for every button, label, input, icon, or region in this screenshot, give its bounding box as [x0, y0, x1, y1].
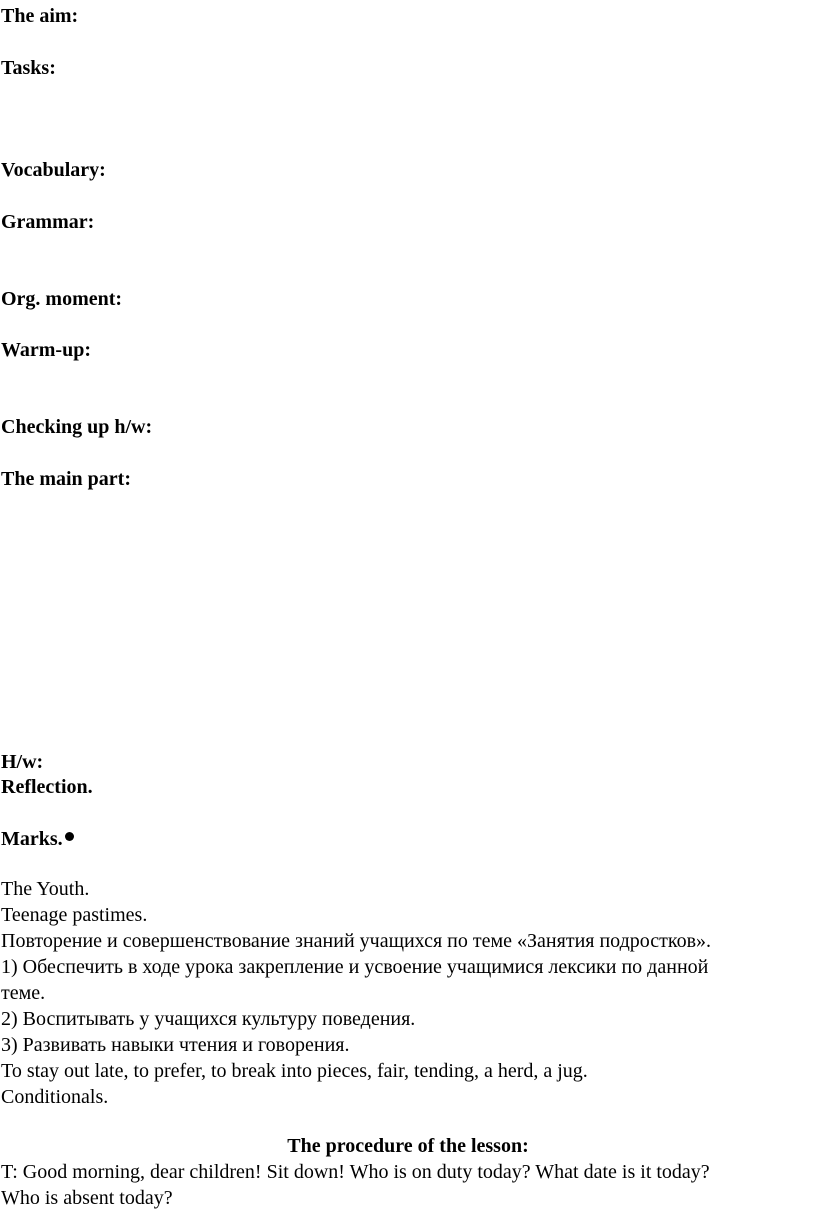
- marks-label: Marks.: [1, 828, 63, 850]
- teacher-line-1: T: Good morning, dear children! Sit down! Who is on duty today? What date is it today?: [1, 1161, 710, 1183]
- checking-hw-label: Checking up h/w:: [1, 416, 153, 438]
- task-1-line-2: теме.: [1, 982, 46, 1004]
- vocabulary-text: To stay out late, to prefer, to break into pieces, fair, tending, a herd, a jug.: [1, 1060, 588, 1082]
- teacher-line-2: Who is absent today?: [1, 1187, 173, 1209]
- procedure-heading: The procedure of the lesson:: [287, 1135, 529, 1157]
- task-2: 2) Воспитывать у учащихся культуру поведения.: [1, 1008, 416, 1030]
- grammar-label: Grammar:: [1, 211, 95, 233]
- warm-up-label: Warm-up:: [1, 339, 91, 361]
- tasks-label: Tasks:: [1, 57, 56, 79]
- vocabulary-label: Vocabulary:: [1, 159, 106, 181]
- aim-label: The aim:: [1, 5, 79, 27]
- task-3: 3) Развивать навыки чтения и говорения.: [1, 1034, 350, 1056]
- reflection-label: Reflection.: [1, 776, 93, 798]
- grammar-text: Conditionals.: [1, 1086, 109, 1108]
- topic: The Youth.: [1, 878, 90, 900]
- bullet-icon: [65, 832, 74, 841]
- task-1-line-1: 1) Обеспечить в ходе урока закрепление и усвоение учащимися лексики по данной: [1, 956, 709, 978]
- main-part-label: The main part:: [1, 468, 131, 490]
- aim-text: Повторение и совершенствование знаний учащихся по теме «Занятия подростков».: [1, 930, 712, 952]
- org-moment-label: Org. moment:: [1, 288, 123, 310]
- subtopic: Teenage pastimes.: [1, 904, 148, 926]
- marks-row: [1, 827, 74, 851]
- hw-label: H/w:: [1, 751, 44, 773]
